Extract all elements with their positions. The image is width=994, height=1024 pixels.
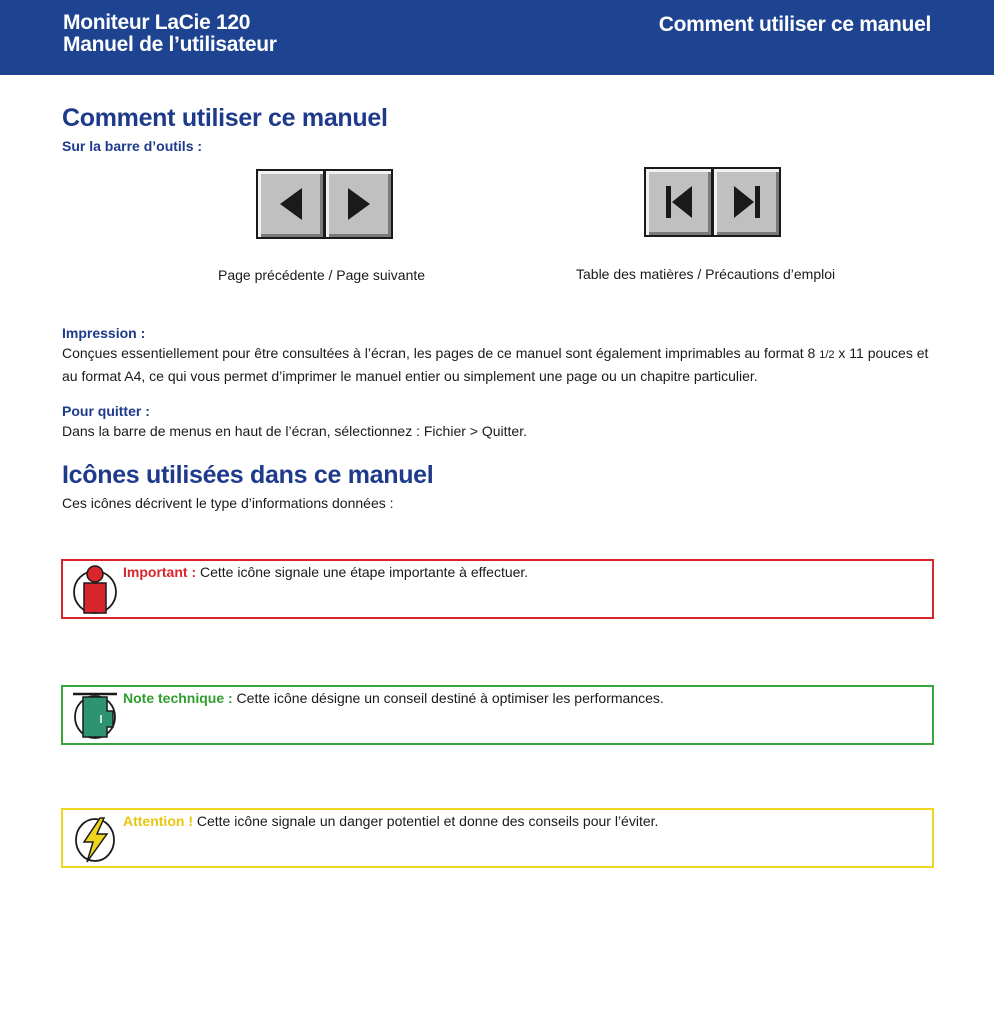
warning-text bbox=[123, 812, 658, 830]
page-header bbox=[0, 0, 994, 75]
icons-intro: Ces icônes décrivent le type d’informations données : bbox=[62, 495, 394, 511]
safety-precautions-button[interactable] bbox=[714, 169, 779, 235]
tech-note-text bbox=[123, 689, 664, 707]
last-page-icon bbox=[730, 182, 764, 222]
quit-paragraph: Dans la barre de menus en haut de l’écran, sélectionnez : Fichier > Quitter. bbox=[62, 423, 527, 439]
print-label: Impression : bbox=[62, 325, 146, 341]
prev-next-buttons bbox=[256, 169, 393, 239]
table-of-contents-button[interactable] bbox=[646, 169, 711, 235]
product-title: Moniteur LaCie 120 bbox=[63, 11, 251, 34]
warning-callout bbox=[61, 808, 934, 868]
how-to-heading: Comment utiliser ce manuel bbox=[62, 104, 388, 132]
warning-description: Cette icône signale un danger potentiel et donne des conseils pour l’éviter. bbox=[192, 813, 659, 829]
caption-toc-safety: Table des matières / Précautions d’emploi bbox=[576, 266, 836, 282]
important-description: Cette icône signale une étape importante à effectuer. bbox=[196, 564, 529, 580]
lightning-icon bbox=[71, 812, 119, 864]
arrow-right-icon bbox=[344, 184, 374, 224]
print-paragraph bbox=[62, 343, 934, 387]
first-page-icon bbox=[662, 182, 696, 222]
important-icon bbox=[71, 563, 119, 615]
toolbar-label: Sur la barre d’outils : bbox=[62, 138, 203, 154]
important-callout bbox=[61, 559, 934, 619]
print-fraction: 1/2 bbox=[819, 349, 835, 361]
important-label: Important : bbox=[123, 564, 197, 580]
manual-title: Manuel de l’utilisateur bbox=[63, 33, 277, 56]
tech-note-callout bbox=[61, 685, 934, 745]
arrow-left-icon bbox=[276, 184, 306, 224]
tech-note-label: Note technique : bbox=[123, 690, 233, 706]
next-page-button[interactable] bbox=[326, 171, 391, 237]
section-title: Comment utiliser ce manuel bbox=[658, 13, 931, 36]
important-text bbox=[123, 563, 528, 581]
quit-label: Pour quitter : bbox=[62, 403, 150, 419]
toc-safety-buttons bbox=[644, 167, 781, 237]
print-text-b: x 11 pouces et au format A4, ce qui vous permet d’imprimer le manuel entier ou simplement une page ou un chapitre particulier. bbox=[62, 345, 929, 384]
tech-note-description: Cette icône désigne un conseil destiné à optimiser les performances. bbox=[232, 690, 664, 706]
tech-note-icon bbox=[71, 689, 119, 741]
print-text-a: Conçues essentiellement pour être consultées à l’écran, les pages de ce manuel sont également imprimables au format 8 bbox=[62, 345, 820, 361]
icons-heading: Icônes utilisées dans ce manuel bbox=[62, 461, 434, 489]
previous-page-button[interactable] bbox=[258, 171, 323, 237]
warning-label: Attention ! bbox=[123, 813, 193, 829]
caption-prev-next: Page précédente / Page suivante bbox=[218, 267, 426, 283]
